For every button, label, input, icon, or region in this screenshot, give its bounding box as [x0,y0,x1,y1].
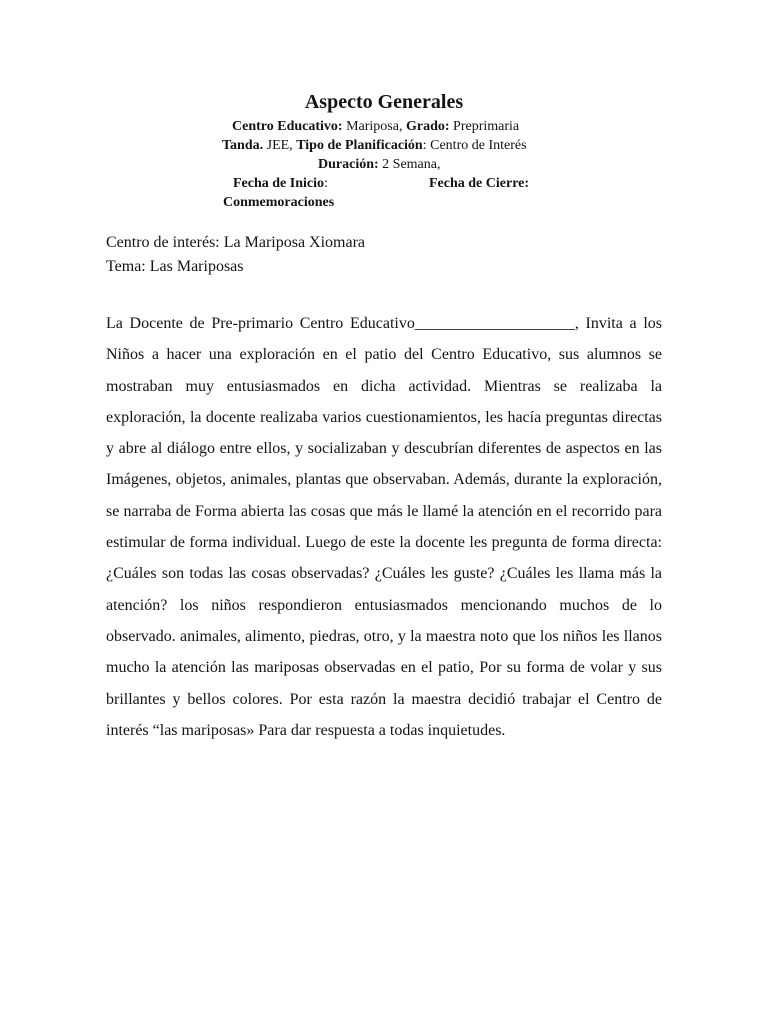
tipo-label: Tipo de Planificación [296,138,423,153]
cierre-label: Fecha de Cierre: [429,176,530,191]
meta-fecha-inicio [233,175,328,193]
tanda-label: Tanda. [222,138,264,153]
centro-label: Centro Educativo: [232,119,343,134]
meta-line-centro [232,118,519,136]
duracion-label: Duración: [318,157,379,172]
document-title: Aspecto Generales [304,91,464,113]
inicio-value: : [324,176,328,191]
duracion-value: 2 Semana, [378,157,441,172]
grado-value: Preprimaria [449,119,520,134]
centro-value: Mariposa, [342,119,406,134]
tipo-value: : Centro de Interés [422,138,527,153]
grado-label: Grado: [405,119,450,134]
tanda-value: JEE, [263,138,297,153]
inicio-label: Fecha de Inicio [233,176,324,191]
centro-interes-line: Centro de interés: La Mariposa Xiomara [106,234,366,251]
meta-line-duracion [318,156,441,174]
meta-conmemoraciones [223,194,334,212]
meta-fecha-cierre [429,175,529,193]
body-paragraph: La Docente de Pre-primario Centro Educativo____________________, Invita a los Niños a hacer una exploración en el patio del Centro Educativo, sus alumnos se mostraban muy entusiasmados en dicha actividad. Mientras se realizaba la exploración, la docente realizaba varios cuestionamientos, les hacía preguntas directas y abre al diálogo entre ellos, y socializaban y descubrían diferentes de aspectos en las Imágenes, objetos, animales, plantas que observaban. Además, durante la exploración, se narraba de Forma abierta las cosas que más le llamé la atención en el recorrido para estimular de forma individual. Luego de este la docente les pregunta de forma directa: ¿Cuáles son todas las cosas observadas? ¿Cuáles les guste? ¿Cuáles les llama más la atención? los niños respondieron entusiasmados mencionando muchos de lo observado. animales, alimento, piedras, otro, y la maestra noto que los niños les llanos mucho la atención las mariposas observadas en el patio, Por su forma de volar y sus brillantes y bellos colores. Por esta razón la maestra decidió trabajar el Centro de interés “las mariposas» Para dar respuesta a todas inquietudes. [106,315,662,739]
conmemoraciones-label: Conmemoraciones [223,195,335,210]
meta-line-tanda [222,137,527,155]
tema-line: Tema: Las Mariposas [106,258,244,275]
